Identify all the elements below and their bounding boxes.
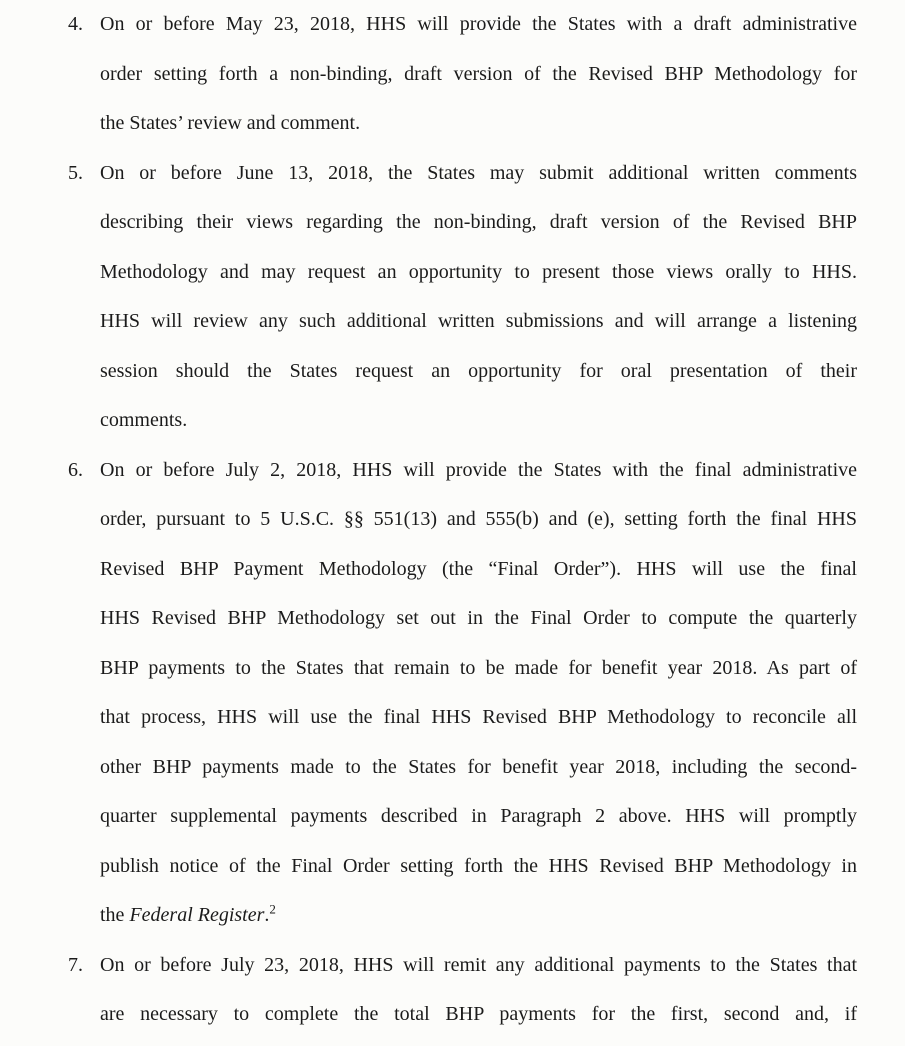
text-line: HHS Revised BHP Methodology set out in the Final Order to compute the quarterly [100, 607, 857, 629]
list-item-5 [68, 149, 857, 446]
list-item-6 [68, 446, 857, 941]
list-item-7 [68, 941, 857, 1040]
text-line: On or before May 23, 2018, HHS will provide the States with a draft administrative [100, 13, 857, 35]
text-line: that process, HHS will use the final HHS Revised BHP Methodology to reconcile all [100, 706, 857, 728]
item-6-body [100, 446, 857, 941]
text-line: order setting forth a non-binding, draft version of the Revised BHP Methodology for [100, 62, 857, 85]
item-7-body [100, 941, 857, 1040]
text-line: the States’ review and comment. [100, 112, 361, 134]
text-segment: the [100, 904, 130, 926]
text-line: HHS will review any such additional written submissions and will arrange a listening [100, 310, 857, 332]
text-line: Revised BHP Payment Methodology (the “Final Order”). HHS will use the final [100, 557, 857, 580]
text-line: Methodology and may request an opportunity to present those views orally to HHS. [100, 260, 857, 283]
italic-citation: Federal Register [129, 904, 265, 926]
text-line: On or before July 2, 2018, HHS will provide the States with the final administrative [100, 458, 857, 481]
text-line: On or before June 13, 2018, the States may submit additional written comments [100, 161, 857, 184]
text-line: are necessary to complete the total BHP payments for the first, second and, if [100, 1003, 857, 1025]
item-5-number: 5. [68, 161, 83, 184]
list-item-4 [68, 0, 857, 149]
text-line: other BHP payments made to the States for benefit year 2018, including the second- [100, 755, 857, 778]
page-content [68, 0, 857, 1040]
footnote-reference: 2 [269, 901, 276, 917]
text-line: publish notice of the Final Order setting forth the HHS Revised BHP Methodology in [100, 854, 857, 877]
item-4-body [100, 0, 857, 149]
item-5-body [100, 149, 857, 446]
text-line: session should the States request an opportunity for oral presentation of their [100, 359, 857, 382]
text-line-federal-register [100, 891, 857, 941]
text-line: quarter supplemental payments described in Paragraph 2 above. HHS will promptly [100, 805, 857, 827]
text-line: BHP payments to the States that remain to be made for benefit year 2018. As part of [100, 656, 857, 679]
text-segment: . [264, 904, 270, 926]
item-6-number: 6. [68, 458, 83, 481]
item-7-number: 7. [68, 953, 83, 976]
text-line: order, pursuant to 5 U.S.C. §§ 551(13) and 555(b) and (e), setting forth the final HHS [100, 508, 857, 530]
item-4-number: 4. [68, 13, 83, 35]
text-line: comments. [100, 409, 188, 431]
text-line: On or before July 23, 2018, HHS will remit any additional payments to the States that [100, 953, 857, 976]
text-line: describing their views regarding the non-binding, draft version of the Revised BHP [100, 211, 857, 233]
